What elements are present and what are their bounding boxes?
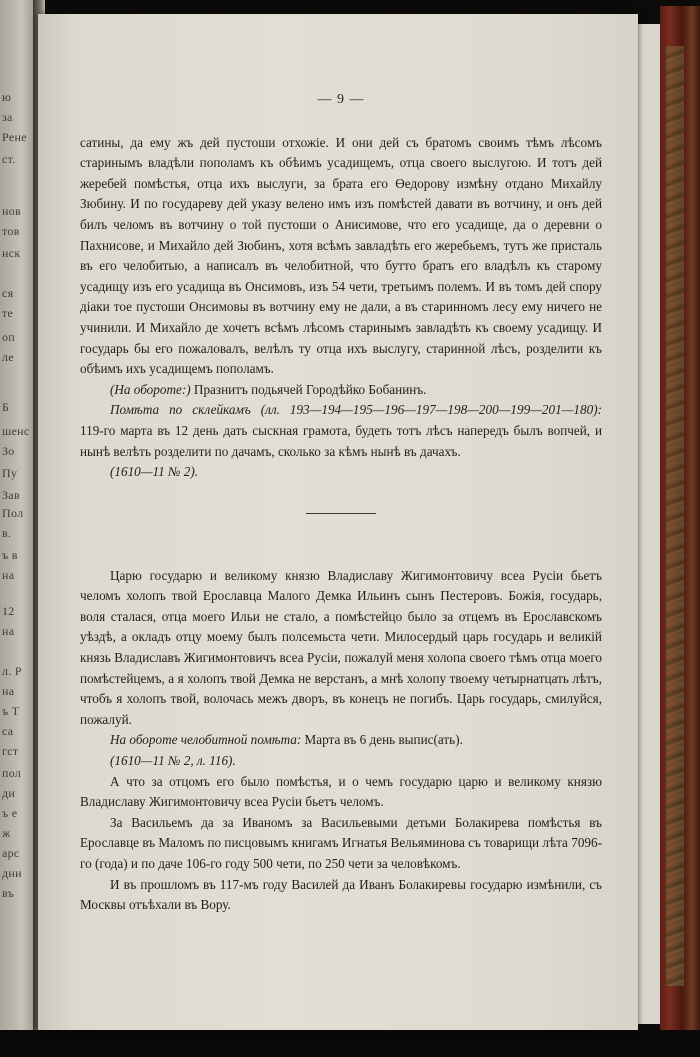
facing-page-fragment: Зо	[2, 444, 15, 458]
facing-page-fragment: Зав	[2, 488, 20, 502]
page-edges	[636, 24, 663, 1024]
facing-page-fragment: на	[2, 568, 15, 582]
facing-page-fragment: оп	[2, 330, 16, 344]
section2-paragraph3: За Васильемъ да за Иваномъ за Васильевыми детьми Болакирева помѣстья въ Ерославце въ Маломъ по писцовымъ книгамъ Игнатья Вельяминова съ товарищи лѣта 7096-го (года) и по даче 106-го году 500 чети, по 250 чети за человѣкомъ.	[80, 814, 602, 871]
facing-page-fragment: Пол	[2, 506, 24, 520]
section2-paragraph4: И въ прошломъ въ 117-мъ году Василей да Иванъ Болакиревы государю измѣнили, съ Москвы отъѣхали въ Вору.	[80, 876, 602, 913]
section1-note	[80, 400, 602, 462]
facing-page-fragment: шенс	[2, 424, 30, 438]
facing-page-fragment: ле	[2, 350, 14, 364]
facing-page-fragment: ст.	[2, 152, 16, 166]
facing-page-fragment: Б	[2, 400, 10, 414]
verso-text: Марта въ 6 день выпис(ать).	[301, 732, 463, 748]
facing-page-fragment: пол	[2, 766, 22, 780]
verso-label: На обороте челобитной помѣта:	[110, 732, 302, 748]
facing-page-fragment: л. Р	[2, 664, 22, 678]
facing-page-fragment: за	[2, 110, 13, 124]
facing-page-fragment: ъ е	[2, 806, 18, 820]
facing-page-fragment: Пу	[2, 466, 18, 480]
facing-page-fragment: арс	[2, 846, 20, 860]
section2-paragraph2: А что за отцомъ его было помѣстья, и о чемъ государю царю и великому князю Владиславу Жигимонтовичу всеа Русіи бьетъ челомъ.	[80, 773, 602, 810]
facing-page-fragment: ъ Т	[2, 704, 20, 718]
section1-citation: (1610—11 № 2).	[110, 464, 199, 480]
facing-page-fragment: Рене	[2, 130, 27, 144]
section2-citation: (1610—11 № 2, л. 116).	[110, 753, 236, 769]
facing-page-fragment: на	[2, 684, 15, 698]
verso-text: Празнитъ подьячей Городѣйко Бобанинъ.	[190, 381, 427, 397]
section-separator	[306, 513, 376, 514]
facing-page-fragment: те	[2, 306, 14, 320]
facing-page-fragment: ю	[2, 90, 12, 104]
note-label: Помѣта по склейкамъ (лл. 193—194—195—196—197—198—200—199—201—180):	[110, 402, 602, 418]
facing-page-fragment: ди	[2, 786, 16, 800]
facing-page-fragment: 12	[2, 604, 15, 618]
background	[0, 1030, 700, 1057]
facing-page-fragment: гст	[2, 744, 19, 758]
facing-page-fragment: въ	[2, 886, 15, 900]
book-page	[38, 14, 638, 1030]
page-text	[80, 14, 602, 916]
facing-page-fragment: дни	[2, 866, 22, 880]
facing-page-fragment: ся	[2, 286, 14, 300]
facing-page-fragment: в.	[2, 526, 12, 540]
section1-main-paragraph: сатины, да ему жъ дей пустоши отхожіе. И они дей съ братомъ своимъ тѣмъ лѣсомъ старинымъ владѣли пополамъ къ обѣимъ усадищемъ, отца своего выслугою. И тотъ дей жеребей помѣстья, отца ихъ выслуги, за брата его Өедорову измѣну отдано Михайлу Зюбину. И по государеву дей указу велено имъ изъ помѣстей давати въ вотчину, и онъ дей билъ челомъ въ вотчину о той пустоши о Анисимове, что его усадище, да о деревни о Пахнисове, и Михайло дей Зюбинъ, хотя всѣмъ завладѣть его жеребьемъ, тутъ же присталь въ его челобитью, а написалъ въ челобитной, что бутто братъ его владѣлъ къ старому усадищу изъ его усадища въ Онсимовъ, изъ 54 чети, третьимъ полемъ. И въ томъ дей спору діаки тое пустоши Онсимовы въ вотчину ему не дали, а въ старинномъ лесу ему ничего не учинили. И Михайло де хочетъ всѣмъ лѣсомъ старинымъ завладѣть къ своему усадищу. И государь бы его пожаловалъ, велѣлъ ту отца ихъ выслугу, старинной лѣсъ, розделити къ обѣимъ ихъ усадищемъ пополамъ.	[80, 134, 602, 377]
facing-page-fragment: ъ в	[2, 548, 18, 562]
section2-verso	[80, 730, 602, 751]
facing-page-fragment: са	[2, 724, 14, 738]
verso-label: (На обороте:)	[110, 381, 191, 397]
book-cover-edge	[660, 6, 700, 1036]
facing-page-fragment: ж	[2, 826, 11, 840]
note-text: 119-го марта въ 12 день дать сыскная грамота, будеть тотъ лѣсъ напередъ былъ вопчей, и нынѣ велѣть розделити по дачамъ, сколько за кѣмъ нынѣ въ дачахъ.	[80, 422, 602, 459]
section2-petition: Царю государю и великому князю Владиславу Жигимонтовичу всеа Русіи бьетъ челомъ холопъ твой Ерославца Малого Демка Ильинъ сынъ Пестеровъ. Божія, государь, воля сталася, отца моего Ильи не стало, а помѣстейцо было за отцемъ въ Ерославскомъ уѣздѣ, а окладъ отцу моему былъ полсемьста чети. Милосердый царь государь и великій князь Владиславъ Жигимонтовичъ всеа Русіи, пожалуй меня холопа своего тѣмъ отца моего помѣстейцемъ, а я холопъ твой Демка не верстанъ, а мнѣ холопу твоему четырнатцать лѣтъ, чтобъ я холопъ твой, волочась межъ дворъ, въ конецъ не погибъ. Царь государь, смилуйся, пожалуй.	[80, 567, 602, 727]
facing-page-fragment: на	[2, 624, 15, 638]
facing-page-fragment: тов	[2, 224, 20, 238]
section1-verso	[80, 380, 602, 401]
facing-page-fragment: нов	[2, 204, 21, 218]
facing-page-fragment: нск	[2, 246, 21, 260]
page-number: — 9 —	[317, 92, 365, 107]
